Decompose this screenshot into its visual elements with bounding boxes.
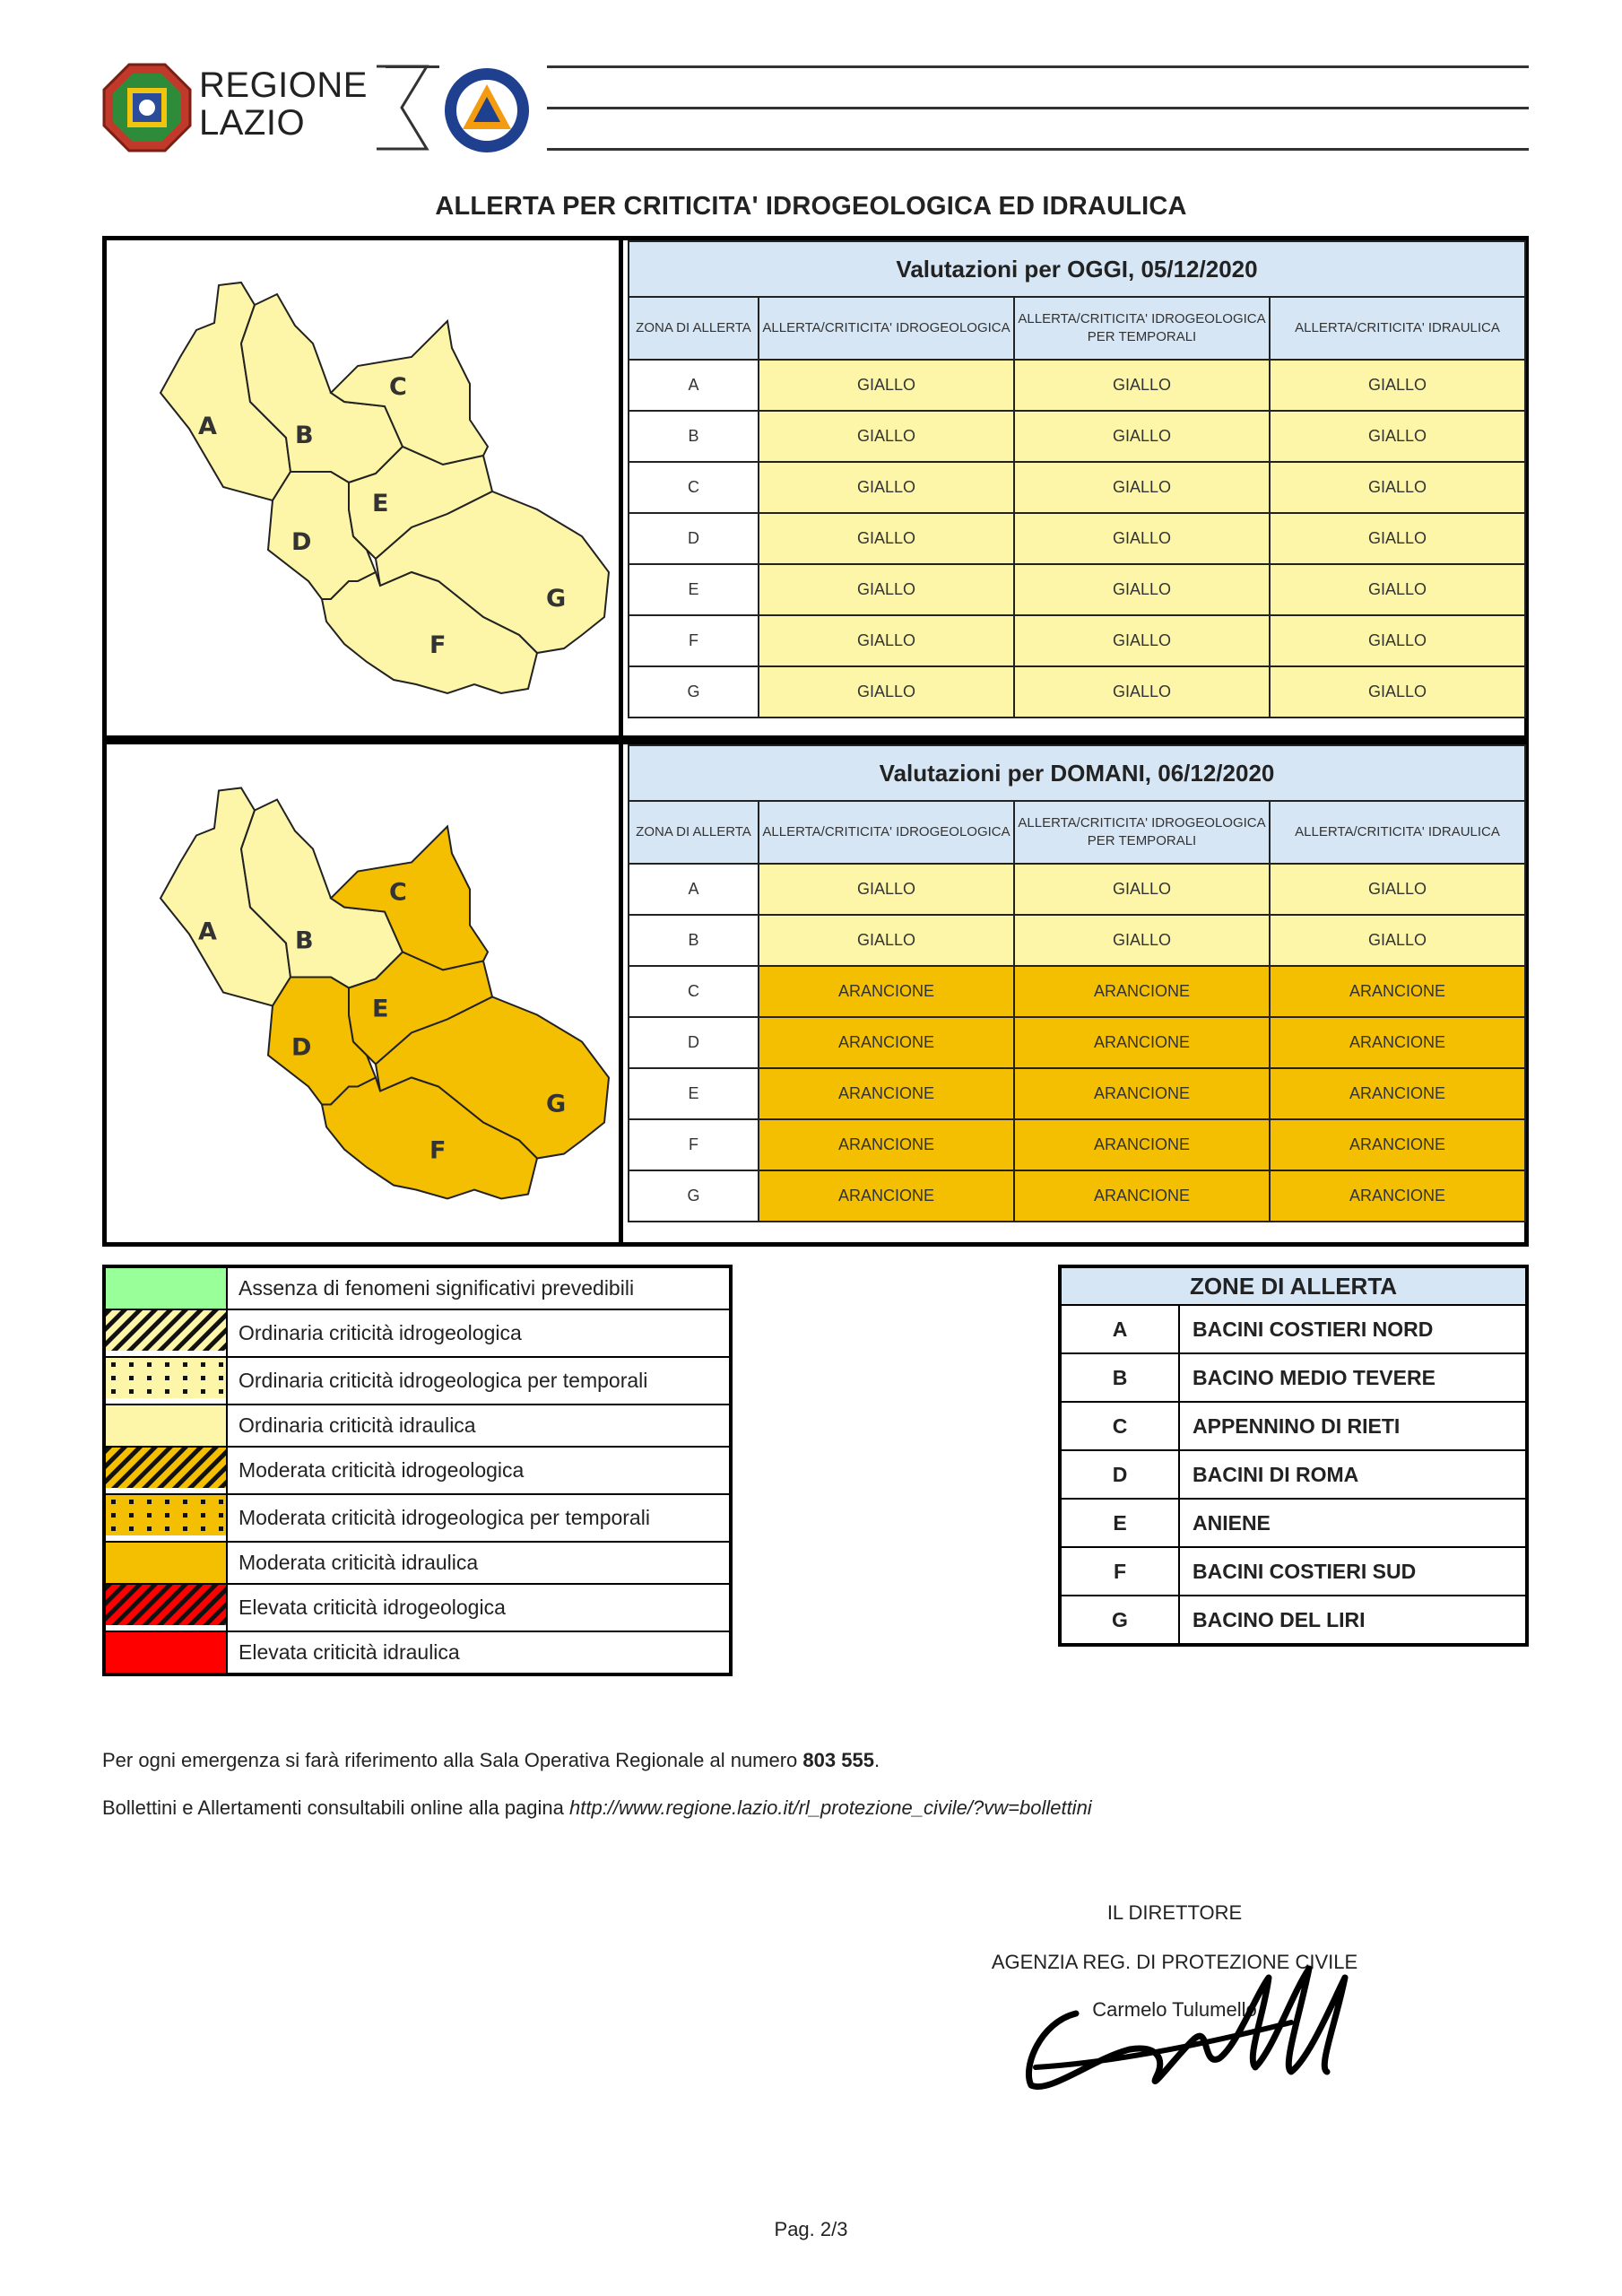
table-row bbox=[629, 360, 1525, 411]
page-number: Pag. 2/3 bbox=[774, 2218, 848, 2240]
map-label-d: D bbox=[291, 1033, 312, 1062]
legend-table bbox=[102, 1265, 733, 1676]
legend-swatch-orange-dots bbox=[104, 1494, 227, 1542]
zone-cell: D bbox=[629, 513, 759, 564]
idrogeologica-cell: GIALLO bbox=[759, 864, 1014, 915]
legend-row bbox=[104, 1542, 731, 1584]
emergency-number: 803 555 bbox=[802, 1749, 874, 1771]
idrogeologica-cell: ARANCIONE bbox=[759, 1170, 1014, 1222]
zone-letter: B bbox=[1060, 1353, 1179, 1402]
zone-row bbox=[1060, 1450, 1527, 1499]
today-heading: Valutazioni per OGGI, 05/12/2020 bbox=[629, 241, 1525, 297]
red-hatch-swatch bbox=[106, 1585, 226, 1625]
map-label-c: C bbox=[389, 373, 407, 401]
table-row bbox=[629, 411, 1525, 462]
signature-agency: AGENZIA REG. DI PROTEZIONE CIVILE bbox=[991, 1951, 1358, 1973]
table-row bbox=[629, 513, 1525, 564]
brand-logo bbox=[199, 66, 368, 142]
zone-cell: G bbox=[629, 666, 759, 718]
temporali-cell: GIALLO bbox=[1014, 513, 1270, 564]
idraulica-cell: GIALLO bbox=[1270, 615, 1525, 666]
zone-cell: G bbox=[629, 1170, 759, 1222]
idraulica-cell: GIALLO bbox=[1270, 666, 1525, 718]
legend-swatch-red bbox=[104, 1631, 227, 1674]
table-row bbox=[629, 915, 1525, 966]
zone-name: BACINO MEDIO TEVERE bbox=[1179, 1353, 1527, 1402]
legend-row bbox=[104, 1405, 731, 1447]
regione-lazio-crest-icon bbox=[102, 63, 192, 152]
temporali-cell: GIALLO bbox=[1014, 915, 1270, 966]
idrogeologica-cell: GIALLO bbox=[759, 615, 1014, 666]
idraulica-cell: GIALLO bbox=[1270, 915, 1525, 966]
document-title: ALLERTA PER CRITICITA' IDROGEOLOGICA ED IDRAULICA bbox=[435, 192, 1187, 221]
idraulica-cell: GIALLO bbox=[1270, 564, 1525, 615]
legend-swatch-orange-hatch bbox=[104, 1447, 227, 1494]
emergency-text: Per ogni emergenza si farà riferimento alla Sala Operativa Regionale al numero bbox=[102, 1749, 803, 1771]
col-temporali-header: ALLERTA/CRITICITA' IDROGEOLOGICA PER TEMPORALI bbox=[1014, 297, 1270, 360]
zone-name: BACINI DI ROMA bbox=[1179, 1450, 1527, 1499]
temporali-cell: ARANCIONE bbox=[1014, 1119, 1270, 1170]
temporali-cell: GIALLO bbox=[1014, 864, 1270, 915]
idrogeologica-cell: GIALLO bbox=[759, 513, 1014, 564]
col-zone-header: ZONA DI ALLERTA bbox=[629, 801, 759, 864]
col-idrogeologica-header: ALLERTA/CRITICITA' IDROGEOLOGICA bbox=[759, 297, 1014, 360]
idrogeologica-cell: GIALLO bbox=[759, 360, 1014, 411]
table-row bbox=[629, 462, 1525, 513]
idraulica-cell: GIALLO bbox=[1270, 513, 1525, 564]
col-zone-header: ZONA DI ALLERTA bbox=[629, 297, 759, 360]
legend-label: Ordinaria criticità idrogeologica bbox=[227, 1309, 731, 1357]
zone-row bbox=[1060, 1353, 1527, 1402]
legend-swatch-yellow bbox=[104, 1405, 227, 1447]
bulletin-link[interactable]: http://www.regione.lazio.it/rl_protezione_civile/?vw=bollettini bbox=[569, 1796, 1092, 1819]
idrogeologica-cell: GIALLO bbox=[759, 915, 1014, 966]
table-row bbox=[629, 666, 1525, 718]
map-label-g: G bbox=[546, 1090, 567, 1118]
table-row bbox=[629, 966, 1525, 1017]
legend-label: Elevata criticità idrogeologica bbox=[227, 1584, 731, 1631]
col-temporali-header: ALLERTA/CRITICITA' IDROGEOLOGICA PER TEMPORALI bbox=[1014, 801, 1270, 864]
map-label-e: E bbox=[372, 995, 389, 1023]
zone-letter: G bbox=[1060, 1596, 1179, 1645]
zone-cell: A bbox=[629, 864, 759, 915]
idrogeologica-cell: ARANCIONE bbox=[759, 1068, 1014, 1119]
temporali-cell: GIALLO bbox=[1014, 360, 1270, 411]
zone-name: APPENNINO DI RIETI bbox=[1179, 1402, 1527, 1450]
protezione-civile-seal-icon bbox=[443, 66, 531, 154]
emergency-suffix: . bbox=[873, 1749, 880, 1771]
brand-line-2: LAZIO bbox=[199, 103, 306, 143]
lazio-zones-map-today bbox=[107, 240, 619, 735]
zone-row bbox=[1060, 1402, 1527, 1450]
zone-row bbox=[1060, 1547, 1527, 1596]
bulletin-text: Bollettini e Allertamenti consultabili online alla pagina bbox=[102, 1796, 569, 1819]
temporali-cell: GIALLO bbox=[1014, 462, 1270, 513]
legend-label: Moderata criticità idrogeologica bbox=[227, 1447, 731, 1494]
legend-row bbox=[104, 1584, 731, 1631]
idraulica-cell: ARANCIONE bbox=[1270, 1068, 1525, 1119]
legend-label: Assenza di fenomeni significativi prevedibili bbox=[227, 1266, 731, 1309]
map-label-e: E bbox=[372, 490, 389, 517]
idrogeologica-cell: ARANCIONE bbox=[759, 1017, 1014, 1068]
legend-swatch-yellow-dots bbox=[104, 1357, 227, 1405]
idraulica-cell: GIALLO bbox=[1270, 864, 1525, 915]
zone-row bbox=[1060, 1499, 1527, 1547]
zone-name: BACINO DEL LIRI bbox=[1179, 1596, 1527, 1645]
idraulica-cell: GIALLO bbox=[1270, 462, 1525, 513]
temporali-cell: GIALLO bbox=[1014, 666, 1270, 718]
brand-line-1: REGIONE bbox=[199, 65, 368, 105]
col-idrogeologica-header: ALLERTA/CRITICITA' IDROGEOLOGICA bbox=[759, 801, 1014, 864]
map-label-f: F bbox=[429, 631, 447, 659]
zone-letter: E bbox=[1060, 1499, 1179, 1547]
idrogeologica-cell: ARANCIONE bbox=[759, 1119, 1014, 1170]
table-row bbox=[629, 1068, 1525, 1119]
col-idraulica-header: ALLERTA/CRITICITA' IDRAULICA bbox=[1270, 297, 1525, 360]
idrogeologica-cell: GIALLO bbox=[759, 411, 1014, 462]
zone-letter: F bbox=[1060, 1547, 1179, 1596]
map-label-c: C bbox=[389, 878, 407, 907]
zone-cell: F bbox=[629, 1119, 759, 1170]
header-rule-1 bbox=[547, 65, 1529, 68]
temporali-cell: ARANCIONE bbox=[1014, 1068, 1270, 1119]
today-map bbox=[107, 240, 623, 735]
yellow-dots-swatch bbox=[106, 1358, 226, 1398]
map-label-d: D bbox=[291, 528, 312, 556]
map-label-g: G bbox=[546, 585, 567, 613]
bulletin-note bbox=[102, 1796, 1092, 1820]
table-row bbox=[629, 1017, 1525, 1068]
idraulica-cell: ARANCIONE bbox=[1270, 1119, 1525, 1170]
table-row bbox=[629, 1119, 1525, 1170]
zone-row bbox=[1060, 1596, 1527, 1645]
legend-row bbox=[104, 1266, 731, 1309]
header-rule-4 bbox=[386, 65, 439, 68]
legend-swatch-green bbox=[104, 1266, 227, 1309]
zone-cell: D bbox=[629, 1017, 759, 1068]
legend-swatch-orange bbox=[104, 1542, 227, 1584]
map-zones-today bbox=[160, 283, 609, 693]
temporali-cell: GIALLO bbox=[1014, 564, 1270, 615]
yellow-hatch-swatch bbox=[106, 1310, 226, 1351]
tomorrow-heading: Valutazioni per DOMANI, 06/12/2020 bbox=[629, 745, 1525, 801]
legend-row bbox=[104, 1494, 731, 1542]
zone-name: ANIENE bbox=[1179, 1499, 1527, 1547]
map-label-a: A bbox=[198, 413, 217, 440]
legend-label: Elevata criticità idraulica bbox=[227, 1631, 731, 1674]
map-label-b: B bbox=[295, 422, 314, 449]
orange-hatch-swatch bbox=[106, 1448, 226, 1488]
zone-letter: A bbox=[1060, 1305, 1179, 1353]
lazio-zones-map-tomorrow bbox=[107, 744, 619, 1242]
orange-dots-swatch bbox=[106, 1495, 226, 1535]
idraulica-cell: ARANCIONE bbox=[1270, 1170, 1525, 1222]
legend-row bbox=[104, 1447, 731, 1494]
legend-swatch-yellow-hatch bbox=[104, 1309, 227, 1357]
idraulica-cell: ARANCIONE bbox=[1270, 1017, 1525, 1068]
tomorrow-panel bbox=[102, 740, 1529, 1247]
zones-table bbox=[1058, 1265, 1529, 1647]
zone-cell: B bbox=[629, 411, 759, 462]
legend-row bbox=[104, 1309, 731, 1357]
tomorrow-map bbox=[107, 744, 623, 1242]
idrogeologica-cell: ARANCIONE bbox=[759, 966, 1014, 1017]
temporali-cell: ARANCIONE bbox=[1014, 1170, 1270, 1222]
zone-cell: C bbox=[629, 462, 759, 513]
zone-cell: E bbox=[629, 1068, 759, 1119]
zone-name: BACINI COSTIERI SUD bbox=[1179, 1547, 1527, 1596]
zone-cell: F bbox=[629, 615, 759, 666]
temporali-cell: GIALLO bbox=[1014, 411, 1270, 462]
zone-name: BACINI COSTIERI NORD bbox=[1179, 1305, 1527, 1353]
col-idraulica-header: ALLERTA/CRITICITA' IDRAULICA bbox=[1270, 801, 1525, 864]
temporali-cell: ARANCIONE bbox=[1014, 966, 1270, 1017]
map-label-a: A bbox=[198, 918, 217, 946]
legend-swatch-red-hatch bbox=[104, 1584, 227, 1631]
table-row bbox=[629, 864, 1525, 915]
zone-letter: C bbox=[1060, 1402, 1179, 1450]
idrogeologica-cell: GIALLO bbox=[759, 564, 1014, 615]
zones-heading: ZONE DI ALLERTA bbox=[1060, 1266, 1527, 1305]
legend-label: Ordinaria criticità idrogeologica per temporali bbox=[227, 1357, 731, 1405]
temporali-cell: ARANCIONE bbox=[1014, 1017, 1270, 1068]
zone-row bbox=[1060, 1305, 1527, 1353]
signature-name: Carmelo Tulumello bbox=[1092, 1998, 1257, 2021]
temporali-cell: GIALLO bbox=[1014, 615, 1270, 666]
handwritten-signature-icon bbox=[1022, 1960, 1399, 2103]
legend-label: Ordinaria criticità idraulica bbox=[227, 1405, 731, 1447]
header-rule-3 bbox=[547, 148, 1529, 151]
map-zones-tomorrow bbox=[160, 788, 609, 1199]
table-row bbox=[629, 1170, 1525, 1222]
zone-cell: E bbox=[629, 564, 759, 615]
today-table bbox=[628, 240, 1526, 718]
header-rule-2 bbox=[547, 107, 1529, 109]
table-row bbox=[629, 564, 1525, 615]
zone-cell: B bbox=[629, 915, 759, 966]
idraulica-cell: ARANCIONE bbox=[1270, 966, 1525, 1017]
idraulica-cell: GIALLO bbox=[1270, 411, 1525, 462]
zone-cell: C bbox=[629, 966, 759, 1017]
idraulica-cell: GIALLO bbox=[1270, 360, 1525, 411]
zone-cell: A bbox=[629, 360, 759, 411]
idrogeologica-cell: GIALLO bbox=[759, 666, 1014, 718]
legend-row bbox=[104, 1357, 731, 1405]
today-panel bbox=[102, 236, 1529, 740]
table-row bbox=[629, 615, 1525, 666]
signature-role: IL DIRETTORE bbox=[1106, 1901, 1243, 1924]
legend-label: Moderata criticità idraulica bbox=[227, 1542, 731, 1584]
map-label-f: F bbox=[429, 1136, 447, 1165]
idrogeologica-cell: GIALLO bbox=[759, 462, 1014, 513]
legend-label: Moderata criticità idrogeologica per temporali bbox=[227, 1494, 731, 1542]
brand-chevron-icon bbox=[377, 65, 430, 151]
tomorrow-table bbox=[628, 744, 1526, 1222]
legend-row bbox=[104, 1631, 731, 1674]
emergency-note bbox=[102, 1749, 880, 1772]
zone-letter: D bbox=[1060, 1450, 1179, 1499]
map-label-b: B bbox=[295, 926, 314, 955]
